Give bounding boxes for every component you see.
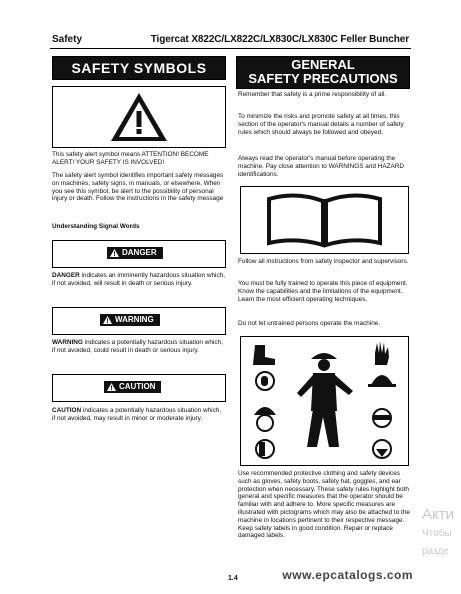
- banner-line-1: GENERAL: [291, 57, 355, 72]
- safety-alert-triangle-icon: [53, 87, 225, 147]
- read-manual-text: Always read the operator's manual before operating the machine. Pay close attention to WARNINGS and HAZARD identifications.: [238, 155, 404, 178]
- alert-triangle-icon: [107, 383, 116, 391]
- face-shield-icon: [256, 440, 274, 458]
- caution-signal-box: [52, 374, 226, 402]
- manual-pictogram-box: [240, 186, 409, 254]
- watermark-url: www.epcatalogs.com: [282, 568, 413, 582]
- training-text: You must be fully trained to operate this piece of equipment. Know the capabilities and the limitations of the equipment. Learn the most efficient operating techniques.: [238, 280, 408, 303]
- warning-label-text: WARNING: [115, 315, 154, 324]
- protective-equipment-pictogram-box: [240, 336, 409, 466]
- general-safety-banner: [236, 56, 410, 89]
- caution-description: indicates a potentially hazardous situation which, if not avoided, may result in minor or moderate injury.: [52, 407, 222, 422]
- minimize-risks-text: To minimize the risks and promote safety at all times, this section of the operator's manual details a number of safety rules which should always be followed and obeyed.: [238, 113, 404, 136]
- danger-signal-box: [52, 240, 226, 268]
- hard-hat-icon: [368, 375, 396, 387]
- danger-definition: [52, 272, 226, 288]
- ear-protection-icon: [256, 372, 274, 390]
- caution-definition: [52, 407, 226, 423]
- responsibility-text: Remember that safety is a prime responsibility of all.: [238, 91, 387, 98]
- overlay-text-line-2: Чтобы: [422, 528, 452, 539]
- alert-description-text: The safety alert symbol identifies important safety messages on machines, safety signs, in manuals, or elsewhere. When you see this symbol, be alert to the possibility of personal injury or death. Follow the instructions in the safety message: [52, 172, 224, 203]
- worker-figure-icon: [297, 353, 353, 447]
- danger-description: indicates an imminently hazardous situation which, if not avoided, will result in death or serious injury.: [52, 272, 225, 287]
- danger-label: [107, 247, 163, 259]
- glove-icon: [375, 341, 389, 365]
- alert-triangle-icon: [110, 249, 119, 257]
- follow-instructions-text: Follow all instructions from safety inspector and supervisors.: [238, 258, 409, 265]
- alert-symbol-box: [52, 86, 226, 148]
- header-rule: [50, 48, 411, 49]
- section-title: Safety: [52, 34, 83, 45]
- open-book-icon: [241, 187, 408, 253]
- goggles-icon: [373, 409, 391, 427]
- warning-definition: [52, 339, 226, 355]
- safety-boot-icon: [253, 345, 275, 365]
- overlay-text-line-1: Акти: [422, 506, 454, 523]
- untrained-persons-text: Do not let untrained persons operate the machine.: [238, 320, 381, 327]
- head-with-hat-icon: [254, 407, 276, 431]
- warning-description: indicates a potentially hazardous situation which, if not avoided, could result in death or serious injury.: [52, 339, 223, 354]
- protective-clothing-text: Use recommended protective clothing and safety devices such as gloves, safety boots, safety hat, goggles, and ear protection when necessary. These safety rules highlight both general and specific measures that the operator should be familiar with and adhere to. More specific measures are illustrated with pictograms which may also be attached to the machine in locations pertinent to their respective message. Keep safety labels in good condition. Repair or replace damaged labels.: [238, 470, 410, 540]
- warning-signal-box: [52, 307, 226, 335]
- warning-term: WARNING: [52, 339, 83, 346]
- warning-label: [100, 314, 160, 326]
- caution-label: [104, 381, 161, 393]
- danger-term: DANGER: [52, 272, 80, 279]
- page-number: 1.4: [228, 575, 238, 582]
- caution-term: CAUTION: [52, 407, 82, 414]
- alert-meaning-text: This safety alert symbol means ATTENTION! BECOME ALERT! YOUR SAFETY IS INVOLVED!: [52, 151, 209, 166]
- caution-label-text: CAUTION: [119, 382, 156, 391]
- signal-words-heading: Understanding Signal Words: [52, 223, 140, 230]
- model-title: Tigercat X822C/LX822C/LX830C/LX830C Feller Buncher: [150, 34, 409, 45]
- danger-label-text: DANGER: [122, 248, 157, 257]
- respirator-icon: [373, 440, 391, 458]
- safety-symbols-banner: SAFETY SYMBOLS: [52, 56, 226, 80]
- overlay-text-line-3: разде: [422, 546, 449, 557]
- banner-line-2: SAFETY PRECAUTIONS: [248, 71, 398, 86]
- alert-triangle-icon: [103, 316, 112, 324]
